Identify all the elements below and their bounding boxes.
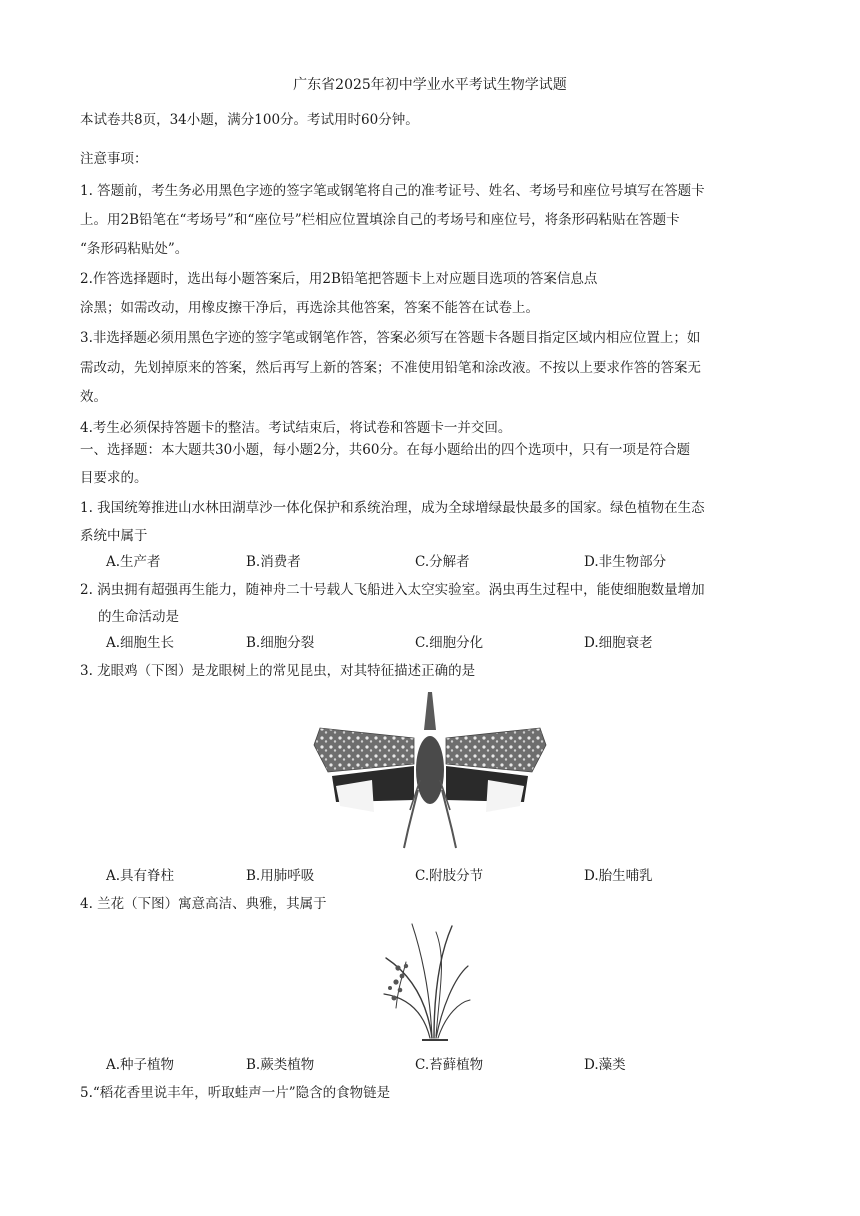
question-3-option-a: A.具有脊柱 xyxy=(106,868,175,884)
notice-item-1-line-3: “条形码粘贴处”。 xyxy=(80,241,189,257)
question-1-stem-line-2: 系统中属于 xyxy=(80,528,148,544)
notice-item-3-line-1: 3.非选择题必须用黑色字迹的签字笔或钢笔作答，答案必须写在答题卡各题目指定区域内相应位置上；如 xyxy=(80,330,701,346)
question-2-option-a: A.细胞生长 xyxy=(106,635,175,651)
question-4-option-a: A.种子植物 xyxy=(106,1057,175,1073)
notice-item-2-line-1: 2.作答选择题时，选出每小题答案后，用2B铅笔把答题卡上对应题目选项的答案信息点 xyxy=(80,271,598,287)
notice-item-2-line-2: 涂黑；如需改动，用橡皮擦干净后，再选涂其他答案，答案不能答在试卷上。 xyxy=(80,300,539,316)
lanternfly-insect-image xyxy=(310,690,550,852)
notice-item-4: 4.考生必须保持答题卡的整洁。考试结束后，将试卷和答题卡一并交回。 xyxy=(80,420,512,436)
exam-intro: 本试卷共8页，34小题，满分100分。考试用时60分钟。 xyxy=(80,112,419,128)
page-title: 广东省2025年初中学业水平考试生物学试题 xyxy=(293,77,567,93)
section-heading-line-1: 一、选择题：本大题共30小题，每小题2分，共60分。在每小题给出的四个选项中，只有一项是符合题 xyxy=(80,442,690,458)
question-3-stem: 3. 龙眼鸡（下图）是龙眼树上的常见昆虫，对其特征描述正确的是 xyxy=(80,663,476,679)
question-1-stem-line-1: 1. 我国统筹推进山水林田湖草沙一体化保护和系统治理，成为全球增绿最快最多的国家。绿色植物在生态 xyxy=(80,500,705,516)
notice-item-1-line-1: 1. 答题前，考生务必用黑色字迹的签字笔或钢笔将自己的准考证号、姓名、考场号和座位号填写在答题卡 xyxy=(80,183,705,199)
question-4-stem: 4. 兰花（下图）寓意高洁、典雅，其属于 xyxy=(80,896,327,912)
question-1-option-b: B.消费者 xyxy=(246,554,301,570)
question-2-stem-line-1: 2. 涡虫拥有超强再生能力，随神舟二十号载人飞船进入太空实验室。涡虫再生过程中，能使细胞数量增加 xyxy=(80,582,705,598)
question-5-stem: 5.“稻花香里说丰年，听取蛙声一片”隐含的食物链是 xyxy=(80,1085,391,1101)
notice-item-1-line-2: 上。用2B铅笔在“考场号”和“座位号”栏相应位置填涂自己的考场号和座位号，将条形码粘贴在答题卡 xyxy=(80,212,680,228)
question-4-option-c: C.苔藓植物 xyxy=(415,1057,484,1073)
question-3-option-b: B.用肺呼吸 xyxy=(246,868,315,884)
question-3-option-d: D.胎生哺乳 xyxy=(584,868,653,884)
question-2-stem-line-2: 的生命活动是 xyxy=(98,609,179,625)
notice-item-3-line-3: 效。 xyxy=(80,389,107,405)
question-1-option-d: D.非生物部分 xyxy=(584,554,667,570)
notice-item-3-line-2: 需改动，先划掉原来的答案，然后再写上新的答案；不准使用铅笔和涂改液。不按以上要求作答的答案无 xyxy=(80,360,701,376)
question-2-option-d: D.细胞衰老 xyxy=(584,635,653,651)
question-1-option-a: A.生产者 xyxy=(106,554,161,570)
question-2-option-c: C.细胞分化 xyxy=(415,635,484,651)
question-4-option-b: B.蕨类植物 xyxy=(246,1057,315,1073)
section-heading-line-2: 目要求的。 xyxy=(80,470,148,486)
question-1-option-c: C.分解者 xyxy=(415,554,470,570)
question-3-option-c: C.附肢分节 xyxy=(415,868,484,884)
question-4-option-d: D.藻类 xyxy=(584,1057,626,1073)
question-2-option-b: B.细胞分裂 xyxy=(246,635,315,651)
notice-heading: 注意事项： xyxy=(80,151,148,167)
orchid-plant-image xyxy=(376,918,472,1042)
